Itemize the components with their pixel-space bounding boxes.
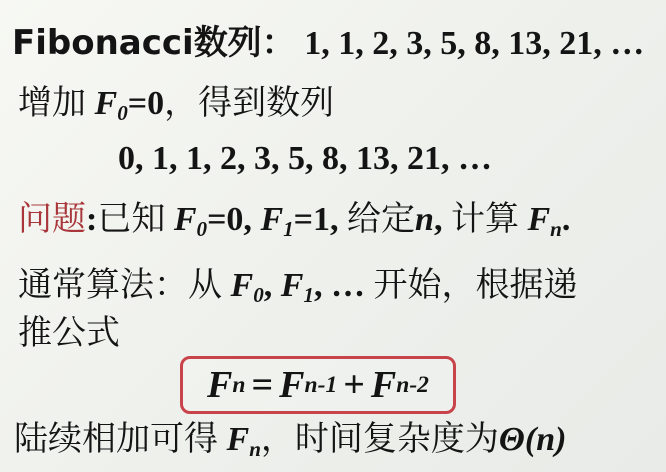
formula-rhs2-sub: n-2 xyxy=(396,371,429,398)
formula-rhs2-f: F xyxy=(370,364,397,406)
algorithm-line xyxy=(18,265,578,307)
title-line xyxy=(12,23,645,63)
problem-label: 问题 xyxy=(18,199,86,239)
extended-sequence-line xyxy=(118,142,492,176)
alg-comma: , xyxy=(263,267,273,304)
algorithm-suffix: 开始，根据递 xyxy=(373,265,578,305)
problem-period: . xyxy=(561,201,571,238)
add-f0-line xyxy=(18,83,335,125)
known-label: 已知 xyxy=(97,199,166,239)
extended-sequence: 0, 1, 1, 2, 3, 5, 8, 13, 21, … xyxy=(118,140,492,177)
given-comma: , xyxy=(433,201,443,238)
recurrence-label: 推公式 xyxy=(18,313,120,353)
f0-value: =0, xyxy=(207,201,252,238)
f0-variable: F xyxy=(173,201,197,238)
alg-f0-variable: F xyxy=(230,267,254,304)
problem-line xyxy=(18,199,571,241)
formula-lhs-f: F xyxy=(207,364,233,406)
fibonacci-sequence: 1, 1, 2, 3, 5, 8, 13, 21, … xyxy=(304,25,645,62)
get-sequence-label: ，得到数列 xyxy=(164,83,335,123)
theta-argument: (n) xyxy=(524,421,567,458)
fn-variable: F xyxy=(527,201,551,238)
f-subscript: 0 xyxy=(117,100,128,125)
equals-zero: =0 xyxy=(127,85,165,122)
alg-f1-subscript: 1 xyxy=(303,282,314,307)
theta-symbol: Θ xyxy=(498,421,525,458)
alg-f1-variable: F xyxy=(280,267,304,304)
f-variable: F xyxy=(94,85,118,122)
f1-subscript: 1 xyxy=(283,216,294,241)
algorithm-prefix: 通常算法：从 xyxy=(18,265,222,305)
recurrence-label-line xyxy=(18,313,120,353)
complexity-mid: ，时间复杂度为 xyxy=(260,419,499,459)
complexity-line xyxy=(14,419,567,461)
add-label: 增加 xyxy=(18,83,86,123)
complexity-f-sub: n xyxy=(249,436,261,461)
alg-f0-subscript: 0 xyxy=(253,282,264,307)
recurrence-formula-box xyxy=(180,356,456,414)
problem-colon: : xyxy=(86,201,98,238)
alg-dots: , … xyxy=(313,267,365,304)
n-variable: n xyxy=(415,201,434,238)
compute-label: 计算 xyxy=(450,199,519,239)
f0-subscript: 0 xyxy=(196,216,208,241)
formula-equals: = xyxy=(251,364,274,406)
formula-rhs1-sub: n-1 xyxy=(304,371,338,398)
complexity-prefix: 陆续相加可得 xyxy=(14,419,218,459)
complexity-f: F xyxy=(226,421,250,458)
f1-value: =1, xyxy=(293,201,339,238)
formula-rhs1-f: F xyxy=(279,364,305,406)
f1-variable: F xyxy=(260,201,284,238)
given-label: 给定 xyxy=(347,199,416,239)
fn-subscript: n xyxy=(550,216,562,241)
formula-plus: + xyxy=(343,364,365,406)
fibonacci-title: Fibonacci数列： xyxy=(12,23,296,63)
formula-lhs-sub: n xyxy=(232,371,246,398)
